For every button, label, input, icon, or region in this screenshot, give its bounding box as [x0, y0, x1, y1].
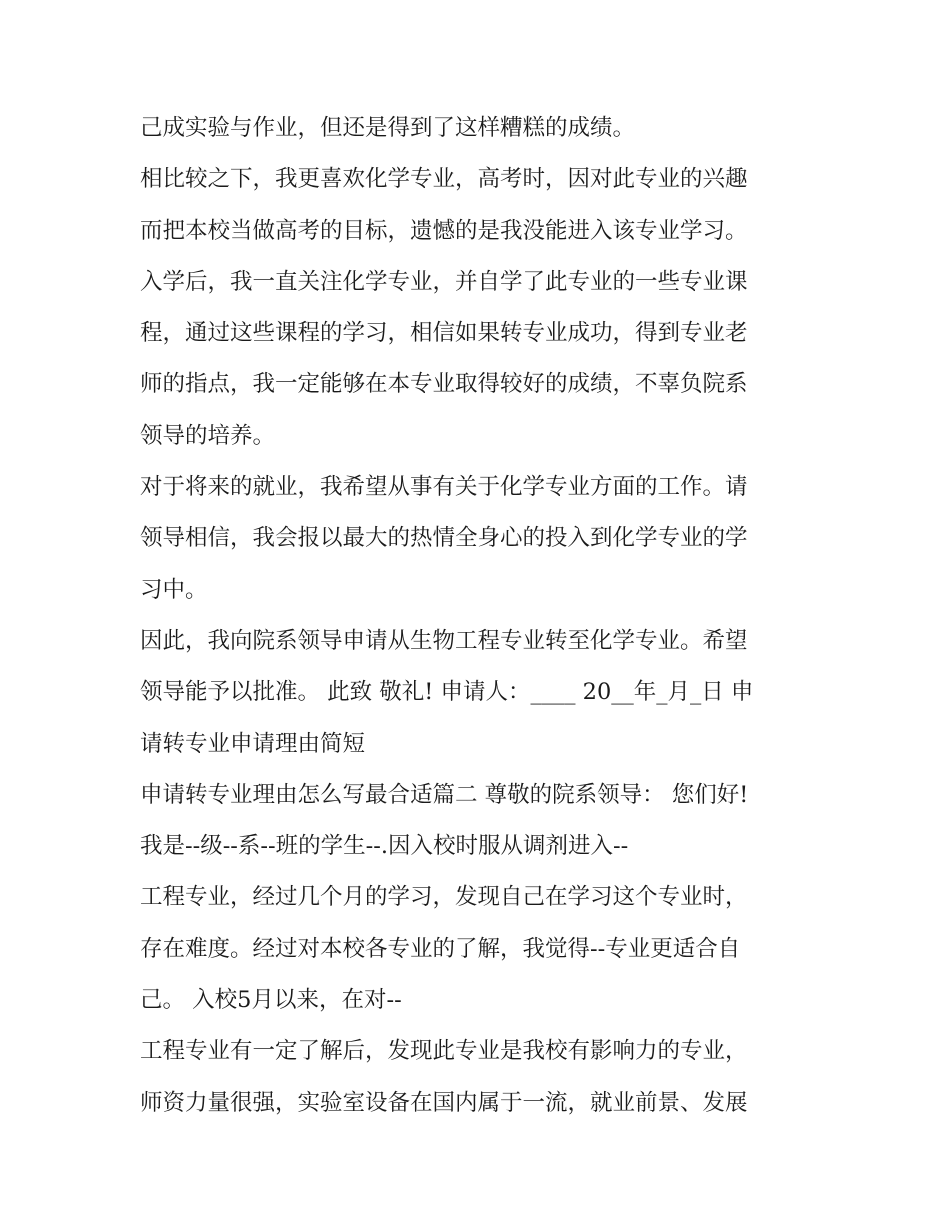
text-line: 工程专业，经过几个月的学习，发现自己在学习这个专业时，: [140, 884, 748, 911]
document-body: [140, 103, 820, 1129]
text-line: 师资力量很强，实验室设备在国内属于一流，就业前景、发展: [140, 1089, 748, 1116]
text-line: 己成实验与作业，但还是得到了这样糟糕的成绩。: [140, 115, 636, 141]
text-line: 工程专业有一定了解后，发现此专业是我校有影响力的专业，: [140, 1038, 748, 1065]
text-line: 领导能予以批准。 此致 敬礼! 申请人：____ 20__年_月_日 申: [140, 679, 754, 706]
text-line: 因此，我向院系领导申请从生物工程专业转至化学专业。希望: [140, 627, 748, 654]
text-line: 入学后，我一直关注化学专业，并自学了此专业的一些专业课: [140, 268, 748, 295]
text-line: 领导相信，我会报以最大的热情全身心的投入到化学专业的学: [140, 525, 748, 552]
text-line: 领导的培养。: [140, 422, 276, 449]
text-line: 程，通过这些课程的学习，相信如果转专业成功，得到专业老: [140, 320, 748, 347]
text-line: 申请转专业理由怎么写最合适篇二 尊敬的院系领导： 您们好!: [140, 781, 749, 808]
text-line: 习中。: [140, 576, 208, 603]
text-line: 己。 入校5月以来，在对--: [140, 987, 402, 1014]
text-line: 师的指点，我一定能够在本专业取得较好的成绩，不辜负院系: [140, 371, 748, 398]
text-line: 相比较之下，我更喜欢化学专业，高考时，因对此专业的兴趣: [140, 166, 748, 193]
text-line: 而把本校当做高考的目标，遗憾的是我没能进入该专业学习。: [140, 217, 748, 244]
text-line: 存在难度。经过对本校各专业的了解，我觉得--专业更适合自: [140, 935, 741, 962]
text-line: 对于将来的就业，我希望从事有关于化学专业方面的工作。请: [140, 474, 748, 501]
text-line: 我是--级--系--班的学生--.因入校时服从调剂进入--: [140, 833, 629, 860]
text-line: 请转专业申请理由简短: [140, 730, 366, 757]
